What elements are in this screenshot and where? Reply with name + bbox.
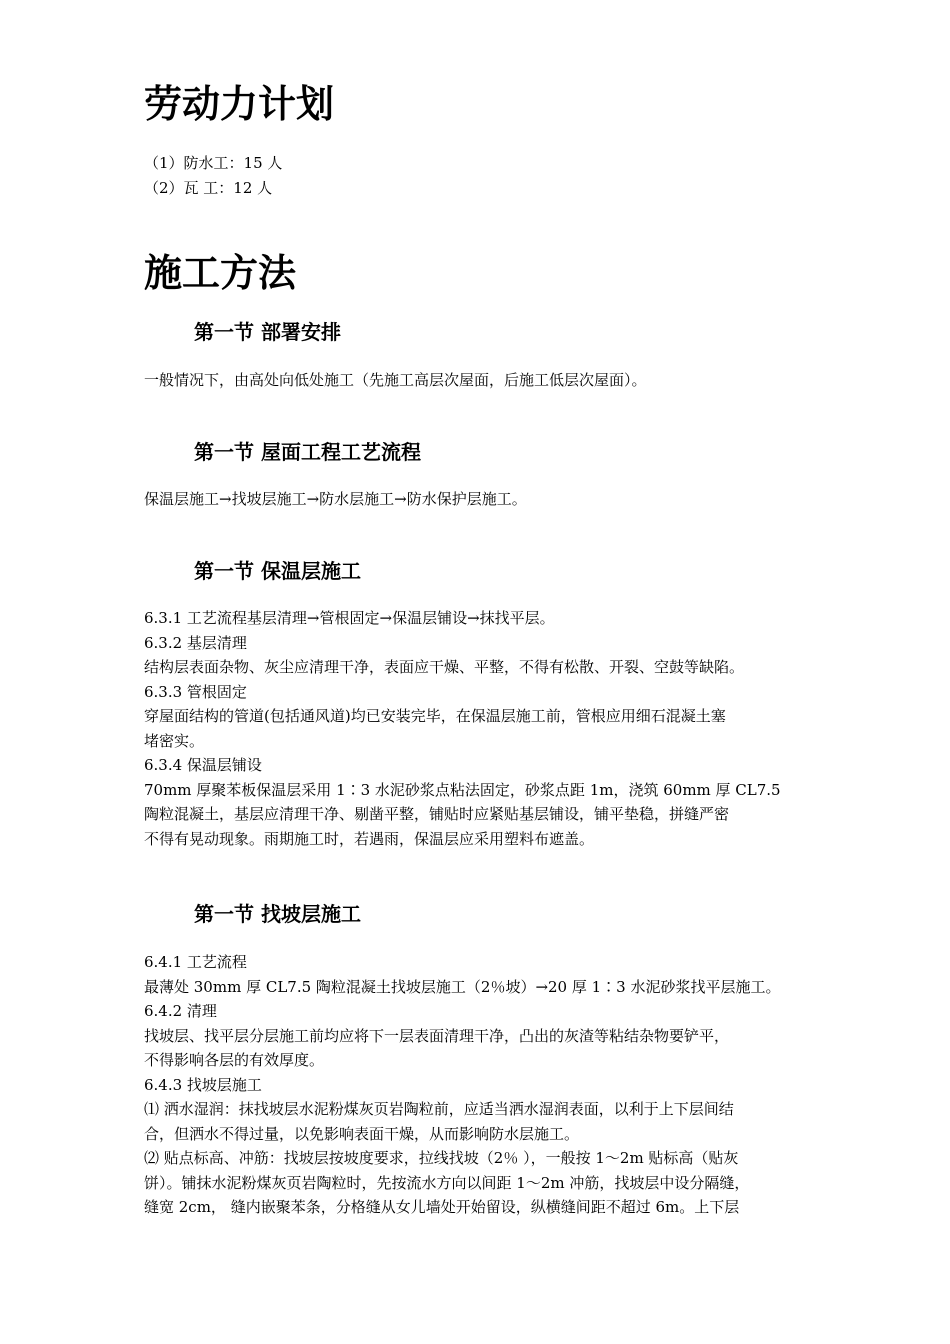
section-heading: 第一节 屋面工程工艺流程 [194,440,421,464]
body-line: 最薄处 30mm 厚 CL7.5 陶粒混凝土找坡层施工（2％坡）→20 厚 1∶3 水泥砂浆找平层施工。 [144,977,781,996]
body-line: 70mm 厚聚苯板保温层采用 1∶3 水泥砂浆点粘法固定，砂浆点距 1m，浇筑 60mm 厚 CL7.5 [144,780,781,799]
body-line: 不得有晃动现象。雨期施工时，若遇雨，保温层应采用塑料布遮盖。 [144,829,595,848]
body-line: 6.3.2 基层清理 [144,633,247,652]
section-body [144,368,816,393]
section-heading: 第一节 找坡层施工 [194,902,361,926]
body-line: 6.3.1 工艺流程基层清理→管根固定→保温层铺设→抹找平层。 [144,609,555,627]
labor-item: （2）瓦 工：12 人 [144,178,273,197]
body-line: 保温层施工→找坡层施工→防水层施工→防水保护层施工。 [144,490,527,508]
body-line: 穿屋面结构的管道(包括通风道)均已安装完毕，在保温层施工前，管根应用细石混凝土塞 [144,707,726,725]
body-line: ⑴ 洒水湿润：抹找坡层水泥粉煤灰页岩陶粒前，应适当洒水湿润表面，以利于上下层间结 [144,1100,734,1118]
body-line: 一般情况下，由高处向低处施工（先施工高层次屋面，后施工低层次屋面）。 [144,371,647,389]
labor-plan-title: 劳动力计划 [144,82,335,126]
body-line: 6.3.4 保温层铺设 [144,756,262,774]
section-body [144,950,816,1220]
construction-method-title: 施工方法 [144,251,297,295]
body-line: 6.4.2 清理 [144,1002,217,1020]
body-line: 堵密实。 [144,731,205,750]
body-line: 陶粒混凝土，基层应清理干净、剔凿平整，铺贴时应紧贴基层铺设，铺平垫稳，拼缝严密 [144,805,730,823]
body-line: 结构层表面杂物、灰尘应清理干净，表面应干燥、平整，不得有松散、开裂、空鼓等缺陷。 [144,658,745,676]
section-heading: 第一节 部署安排 [194,320,341,344]
section-heading: 第一节 保温层施工 [194,559,361,583]
body-line: 不得影响各层的有效厚度。 [144,1051,325,1069]
body-line: 饼）。铺抹水泥粉煤灰页岩陶粒时，先按流水方向以间距 1～2m 冲筋，找坡层中设分隔缝， [144,1173,750,1192]
body-line: 6.4.3 找坡层施工 [144,1075,262,1094]
body-line: 6.4.1 工艺流程 [144,953,247,971]
body-line: 找坡层、找平层分层施工前均应将下一层表面清理干净，凸出的灰渣等粘结杂物要铲平， [144,1026,730,1045]
body-line: ⑵ 贴点标高、冲筋：找坡层按坡度要求，拉线找坡（2％ ），一般按 1～2m 贴标高（贴灰 [144,1149,739,1167]
labor-plan-list [144,151,816,200]
body-line: 合，但洒水不得过量，以免影响表面干燥，从而影响防水层施工。 [144,1124,580,1143]
section-body [144,487,816,512]
body-line: 缝宽 2cm， 缝内嵌聚苯条，分格缝从女儿墙处开始留设，纵横缝间距不超过 6m。上下层 [144,1198,740,1216]
labor-item: （1）防水工：15 人 [144,154,283,172]
body-line: 6.3.3 管根固定 [144,682,247,701]
section-body [144,606,816,851]
